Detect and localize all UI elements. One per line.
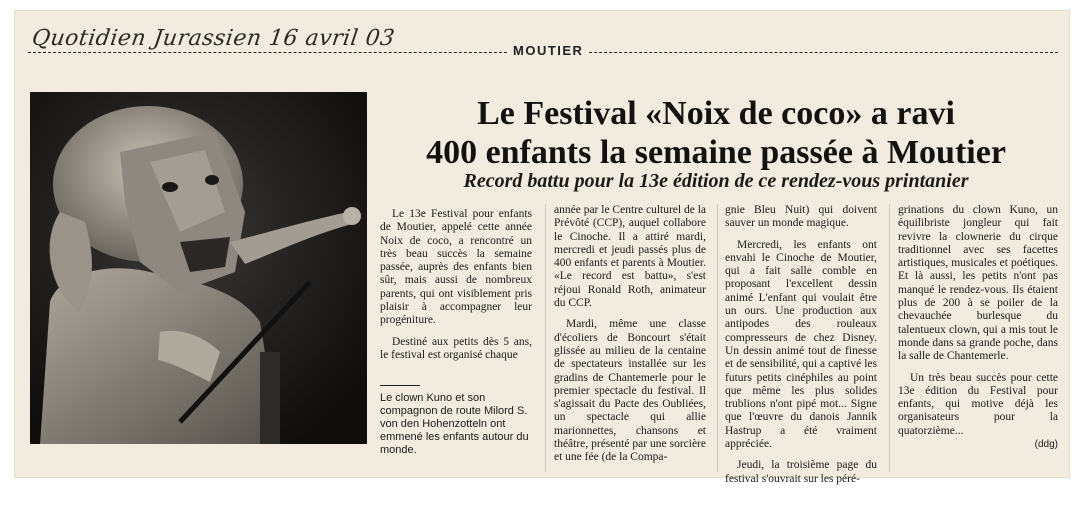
headline-line1: Le Festival «Noix de coco» a ravi [477,95,955,132]
newspaper-clipping [14,10,1070,485]
paragraph: Destiné aux petits dès 5 ans, le festival est organisé chaque [380,335,532,361]
column-divider [545,204,546,472]
clown-lion-mask-photo-icon [30,92,367,444]
headline-line2: 400 enfants la semaine passée à Moutier [426,134,1006,171]
paragraph: Mercredi, les enfants ont envahi le Cinoche de Moutier, qui a fait salle comble en proposant l'excellent dessin animé L'enfant qui voulait être un ours. Une production aux antipodes des rouleaux compresseurs de chez Disney. Un dessin animé tout de finesse et de sensibilité, qui a captivé les futurs petits cinéphiles au point que même les plus solides trublions n'ont pipé mot... Signe que l'œuvre du danois Jannik Hastrup a été vraiment appréciée. [725,238,877,451]
caption-rule [380,385,420,386]
paragraph: Mardi, même une classe d'écoliers de Boncourt s'était glissée au milieu de la centaine de spectateurs installée sur les gradins de Chantemerle pour le premier spectacle du festival. Il s'agissait du Pacte des Oubliées, un spectacle qui allie marionnettes, chansons et théâtre, présenté par une sorcière et une fée (de la Compa- [554,318,706,464]
column-divider [889,204,890,472]
section-label: MOUTIER [507,43,589,58]
headline [376,94,1056,172]
column-divider [717,204,718,472]
paragraph: grinations du clown Kuno, un équilibriste jongleur qui fait revivre la clownerie du cirque traditionnel avec ses facettes artistiques, musicales et poétiques. Et là aussi, les petits n'ont pas manqué le rendez-vous. Ils étaient plus de 200 à se poiler de la chevauchée burlesque du talentueux clown, qui a mis tout le monde dans sa grande poche, dans la salle de Chantemerle. [898,204,1058,363]
article-column-3 [725,204,877,486]
paragraph: Jeudi, la troisième page du festival s'ouvrait sur les péré- [725,459,877,485]
subheadline: Record battu pour la 13e édition de ce rendez-vous printanier [463,170,969,192]
paragraph: Un très beau succès pour cette 13e édition du Festival pour enfants, qui motive déjà les organisateurs pour la quatorzième... [898,371,1058,437]
article-column-4 [898,204,1058,451]
paragraph: Le 13e Festival pour enfants de Moutier, appelé cette année Noix de coco, a rencontré un très beau succès la semaine passée, auprès des enfants bien sûr, mais aussi de nombreux parents, qui ont visiblement pris plaisir à accompagner leur progéniture. [380,208,532,327]
caption-text: Le clown Kuno et son compagnon de route Milord S. von den Hohenzotteln ont emmené les enfants autour du monde. [380,392,529,456]
article-column-1 [380,208,532,362]
article-photo [30,92,367,444]
paragraph: année par le Centre culturel de la Prévôté (CCP), auquel collabore le Cinoche. Il a attiré mardi, mercredi et jeudi passés plus de 400 enfants et parents à Moutier. «Le record est battu», s'est réjoui Ronald Roth, animateur du CCP. [554,204,706,310]
photo-caption [380,385,530,457]
handwritten-source-note: Quotidien Jurassien 16 avril 03 [30,26,397,51]
paragraph: gnie Bleu Nuit) qui doivent sauver un monde magique. [725,204,877,230]
author-signature: (ddg) [1034,439,1058,451]
article-column-2 [554,204,706,465]
